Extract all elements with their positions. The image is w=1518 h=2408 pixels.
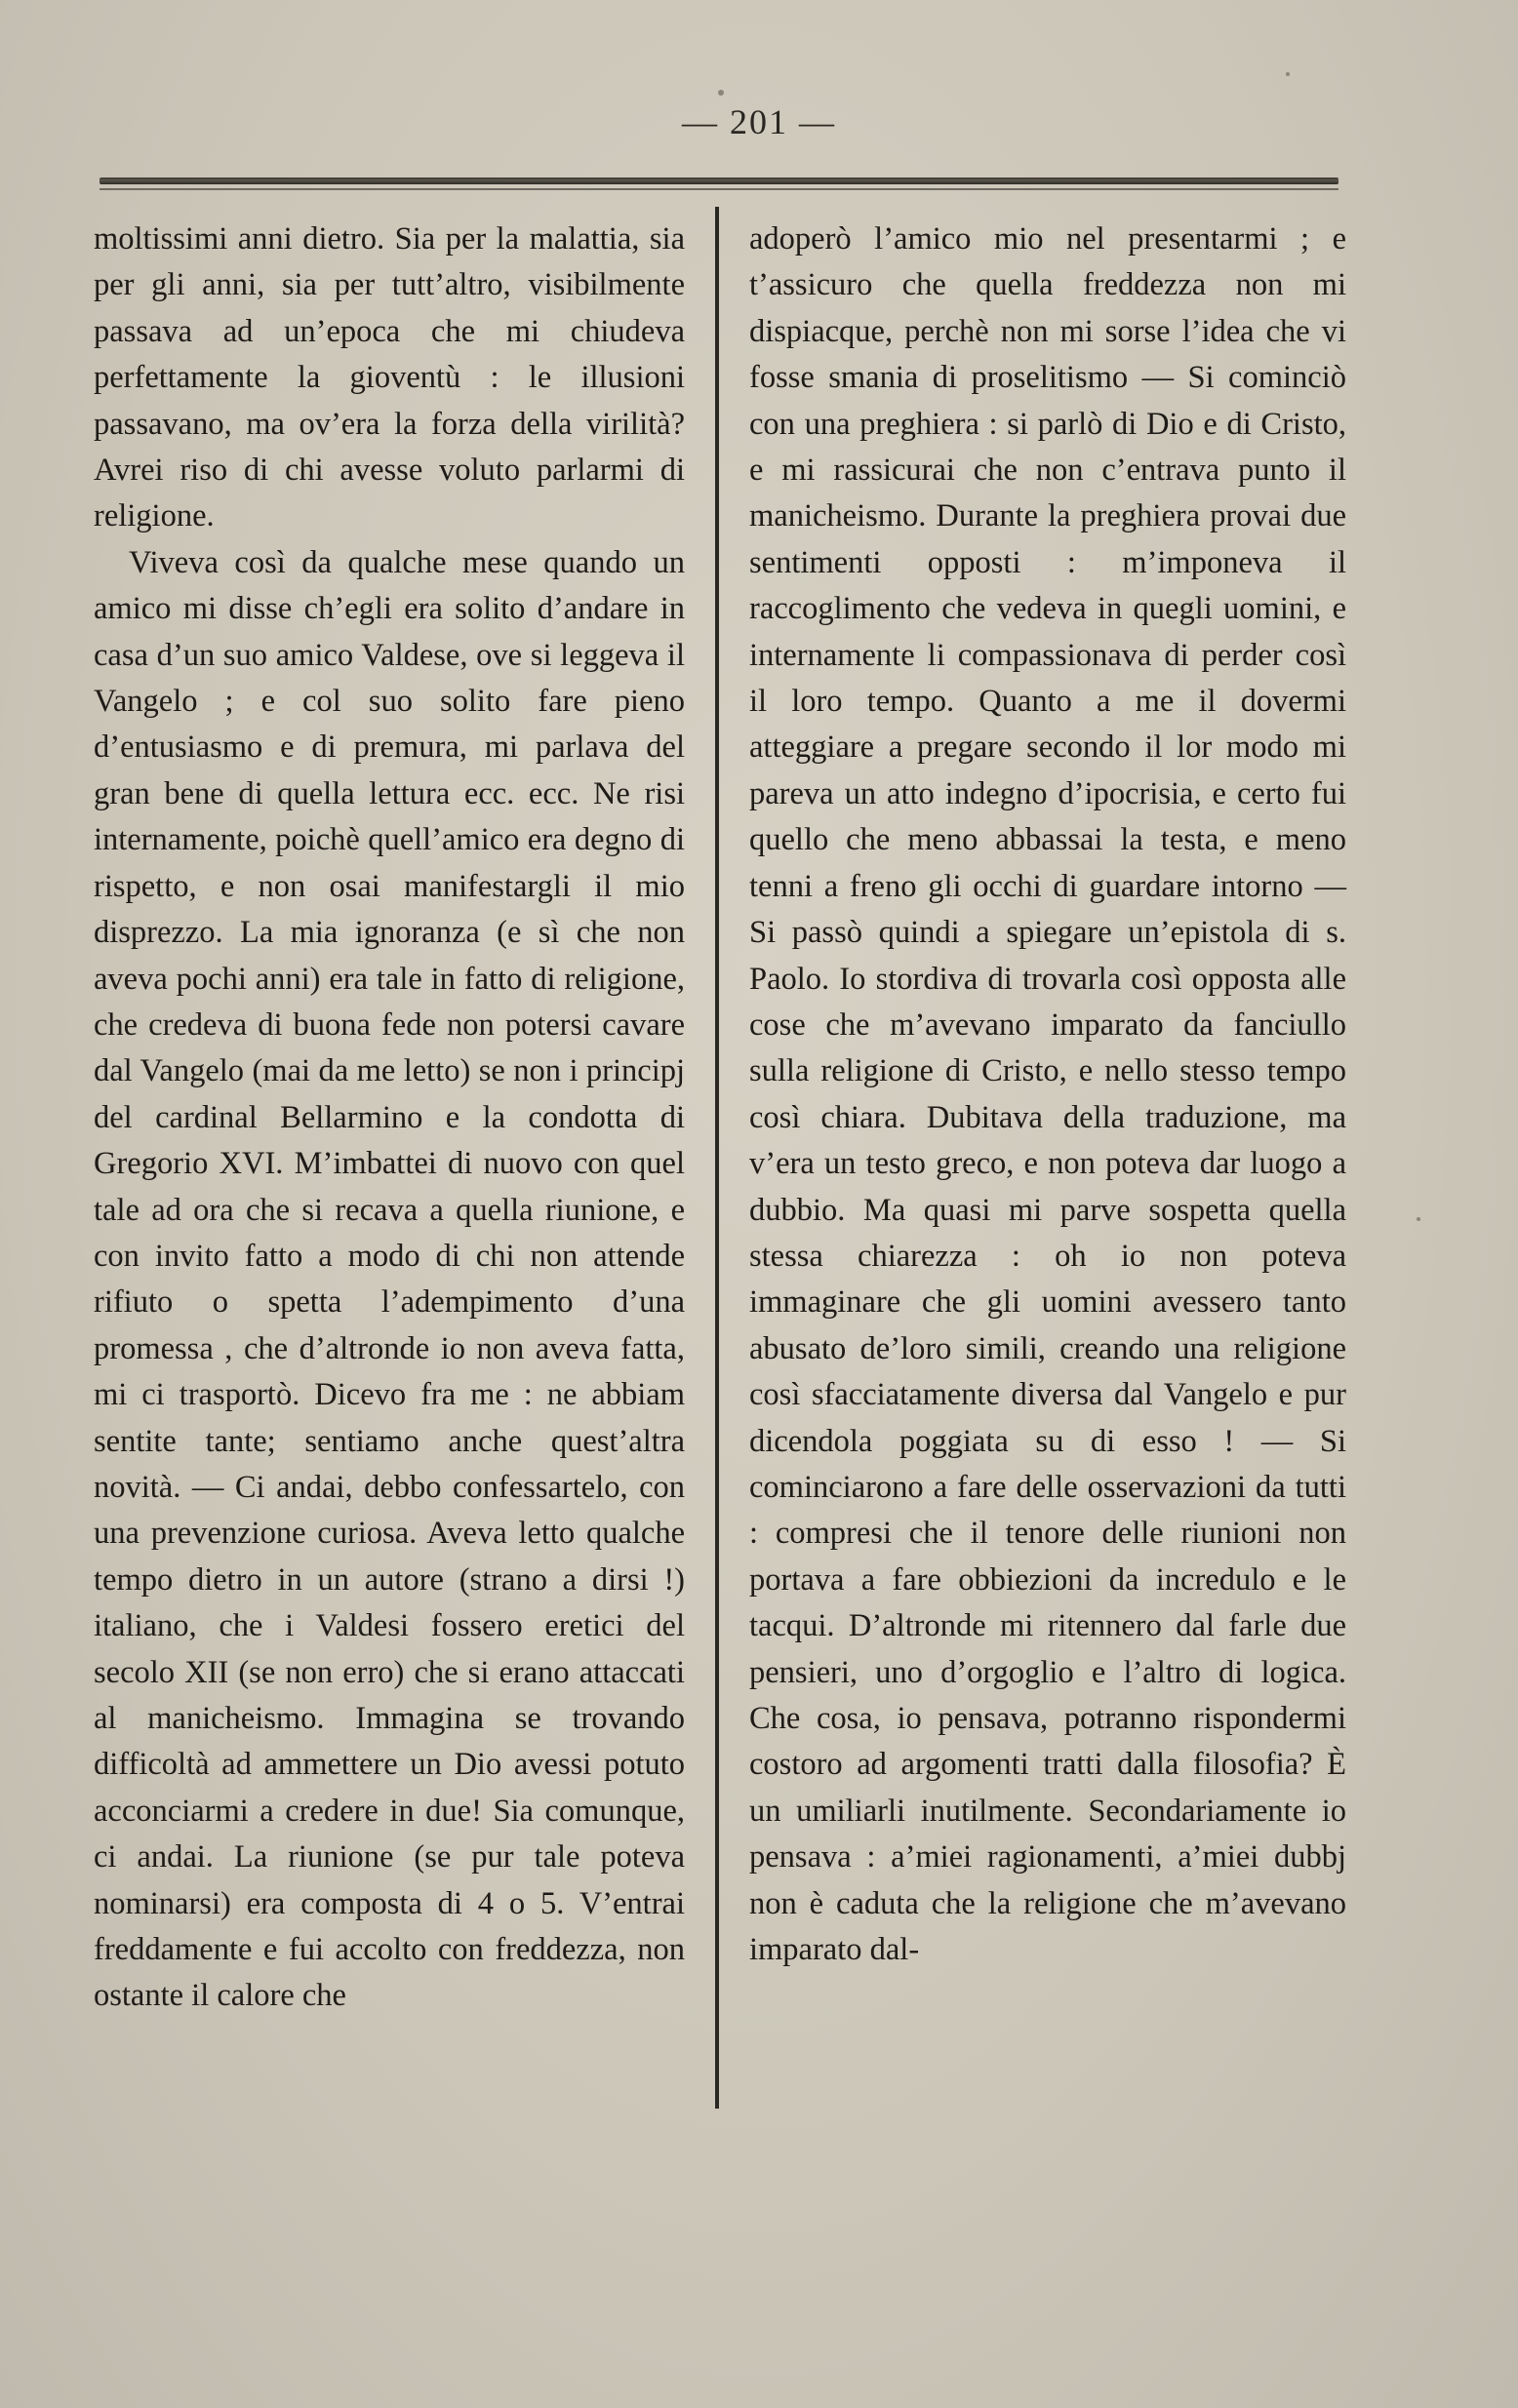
right-column (749, 217, 1346, 1973)
column-divider (715, 207, 719, 2109)
header-rule (100, 178, 1338, 184)
header-rule-thin (100, 188, 1338, 190)
paragraph: adoperò l’amico mio nel presentarmi ; e t’assicuro che quella freddezza non mi dispiacque, perchè non mi sorse l’idea che vi fosse smania di proselitismo — Si cominciò con una preghiera : si parlò di Dio e di Cristo, e mi rassicurai che non c’entrava punto il manicheismo. Durante la preghiera provai due sentimenti opposti : m’imponeva il raccoglimento che vedeva in quegli uomini, e internamente li compassionava di perder così il loro tempo. Quanto a me il dovermi atteggiare a pregare secondo il lor modo mi pareva un atto indegno d’ipocrisia, e certo fui quello che meno abbassai la testa, e meno tenni a freno gli occhi di guardare intorno — Si passò quindi a spiegare un’epistola di s. Paolo. Io stordiva di trovarla così opposta alle cose che m’avevano imparato da fanciullo sulla religione di Cristo, e nello stesso tempo così chiara. Dubitava della traduzione, ma v’era un testo greco, e non poteva dar luogo a dubbio. Ma quasi mi parve sospetta quella stessa chiarezza : oh io non poteva immaginare che gli uomini avessero tanto abusato de’loro simili, creando una religione così sfacciatamente diversa dal Vangelo e pur dicendola poggiata su di esso ! — Si cominciarono a fare delle osservazioni da tutti : compresi che il tenore delle riunioni non portava a fare obbiezioni da incredulo e le tacqui. D’altronde mi ritennero dal farle due pensieri, uno d’orgoglio e l’altro di logica. Che cosa, io pensava, potranno rispondermi costoro ad argomenti tratti dalla filosofia? È un umiliarli inutilmente. Secondariamente io pensava : a’miei ragionamenti, a’miei dubbj non è caduta che la religione che m’avevano imparato dal- (749, 221, 1346, 1968)
paragraph: moltissimi anni dietro. Sia per la malattia, sia per gli anni, sia per tutt’altro, visibilmente passava ad un’epoca che mi chiudeva perfettamente la gioventù : le illusioni passavano, ma ov’era la forza della virilità? Avrei riso di chi avesse voluto parlarmi di religione. (94, 221, 685, 534)
paragraph: Viveva così da qualche mese quando un amico mi disse ch’egli era solito d’andare in casa d’un suo amico Valdese, ove si leggeva il Vangelo ; e col suo solito fare pieno d’entusiasmo e di premura, mi parlava del gran bene di quella lettura ecc. ecc. Ne risi internamente, poichè quell’amico era degno di rispetto, e non osai manifestargli il mio disprezzo. La mia ignoranza (e sì che non aveva pochi anni) era tale in fatto di religione, che credeva di buona fede non potersi cavare dal Vangelo (mai da me letto) se non i principj del cardinal Bellarmino e la condotta di Gregorio XVI. M’imbattei di nuovo con quel tale ad ora che si recava a quella riunione, e con invito fatto a modo di chi non attende rifiuto o spetta l’adempimento d’una promessa , che d’altronde io non aveva fatta, mi ci trasportò. Dicevo fra me : ne abbiam sentite tante; sentiamo anche quest’altra novità. — Ci andai, debbo confessartelo, con una prevenzione curiosa. Aveva letto qualche tempo dietro in un autore (strano a dirsi !) italiano, che i Valdesi fossero eretici del secolo XII (se non erro) che si erano attaccati al manicheismo. Immagina se trovando difficoltà ad ammettere un Dio avessi potuto acconciarmi a credere in due! Sia comunque, ci andai. La riunione (se pur tale poteva nominarsi) era composta di 4 o 5. V’entrai freddamente e fui accolto con freddezza, non ostante il calore che (94, 544, 685, 2014)
page-number: — 201 — (682, 102, 836, 141)
left-column (94, 217, 685, 2020)
paper-speck (1417, 1217, 1420, 1221)
paper-speck (718, 90, 724, 96)
paper-speck (1286, 72, 1290, 76)
